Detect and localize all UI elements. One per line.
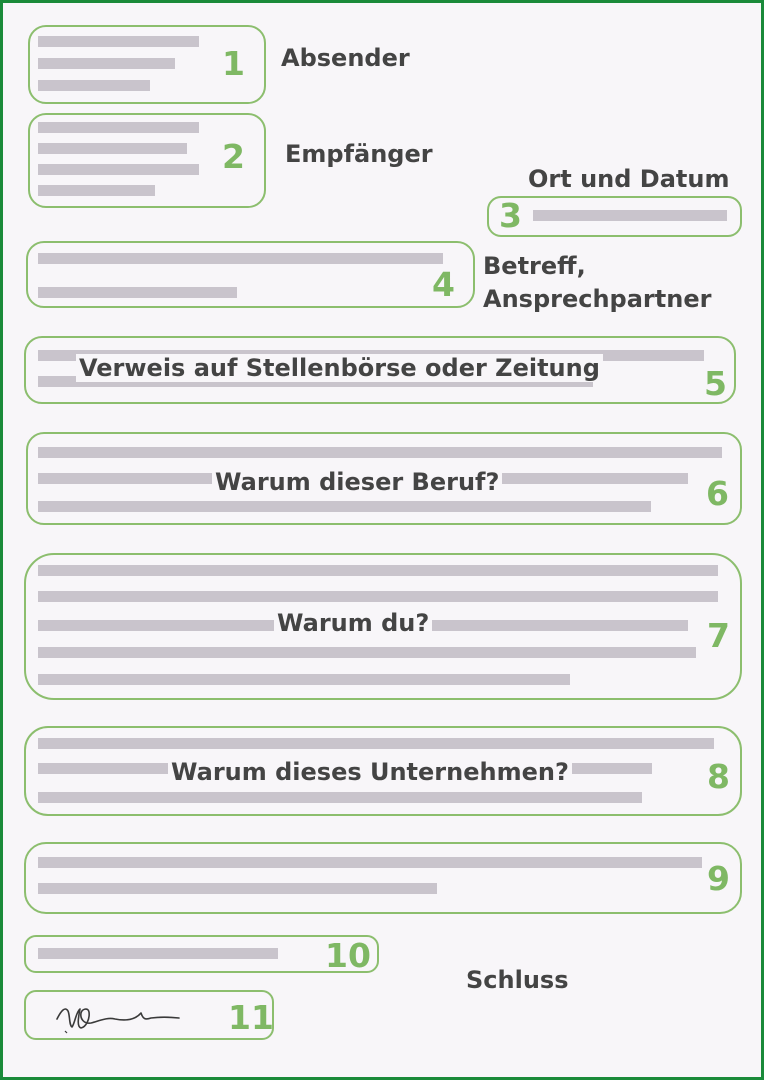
subject-label-line2: Ansprechpartner: [483, 285, 712, 313]
section-number: 7: [707, 616, 730, 655]
motivation-label: Warum du?: [274, 609, 432, 637]
placeholder-line: [38, 792, 642, 803]
placeholder-line: [38, 948, 278, 959]
signature-icon: [55, 997, 185, 1035]
placeholder-line: [38, 501, 651, 512]
placeholder-line: [38, 122, 199, 133]
placeholder-line: [533, 210, 727, 221]
company-label: Warum dieses Unternehmen?: [168, 758, 572, 786]
placeholder-line: [38, 185, 155, 196]
recipient-label: Empfänger: [285, 140, 433, 168]
placeholder-line: [38, 857, 702, 868]
placeholder-line: [38, 565, 718, 576]
section-number: 3: [499, 196, 522, 235]
section-number: 2: [222, 137, 245, 176]
placeholder-line: [38, 674, 570, 685]
section-number: 5: [704, 364, 727, 403]
placeholder-line: [38, 738, 714, 749]
section-number: 8: [707, 757, 730, 796]
paragraph-box: [24, 842, 742, 914]
subject-label-line1: Betreff,: [483, 252, 586, 280]
profession-label: Warum dieser Beruf?: [212, 468, 502, 496]
placeholder-line: [38, 164, 199, 175]
section-number: 10: [325, 936, 371, 975]
placeholder-line: [38, 883, 437, 894]
place-date-label: Ort und Datum: [528, 165, 730, 193]
placeholder-line: [38, 36, 199, 47]
placeholder-line: [38, 80, 150, 91]
section-number: 1: [222, 44, 245, 83]
placeholder-line: [38, 287, 237, 298]
placeholder-line: [38, 58, 175, 69]
section-number: 6: [706, 474, 729, 513]
sender-label: Absender: [281, 44, 410, 72]
section-number: 11: [228, 998, 274, 1037]
placeholder-line: [38, 447, 722, 458]
placeholder-line: [38, 591, 718, 602]
placeholder-line: [38, 143, 187, 154]
reference-label: Verweis auf Stellenbörse oder Zeitung: [76, 354, 603, 382]
section-number: 9: [707, 859, 730, 898]
section-number: 4: [432, 265, 455, 304]
placeholder-line: [38, 647, 696, 658]
placeholder-line: [38, 253, 443, 264]
closing-label: Schluss: [466, 966, 569, 994]
